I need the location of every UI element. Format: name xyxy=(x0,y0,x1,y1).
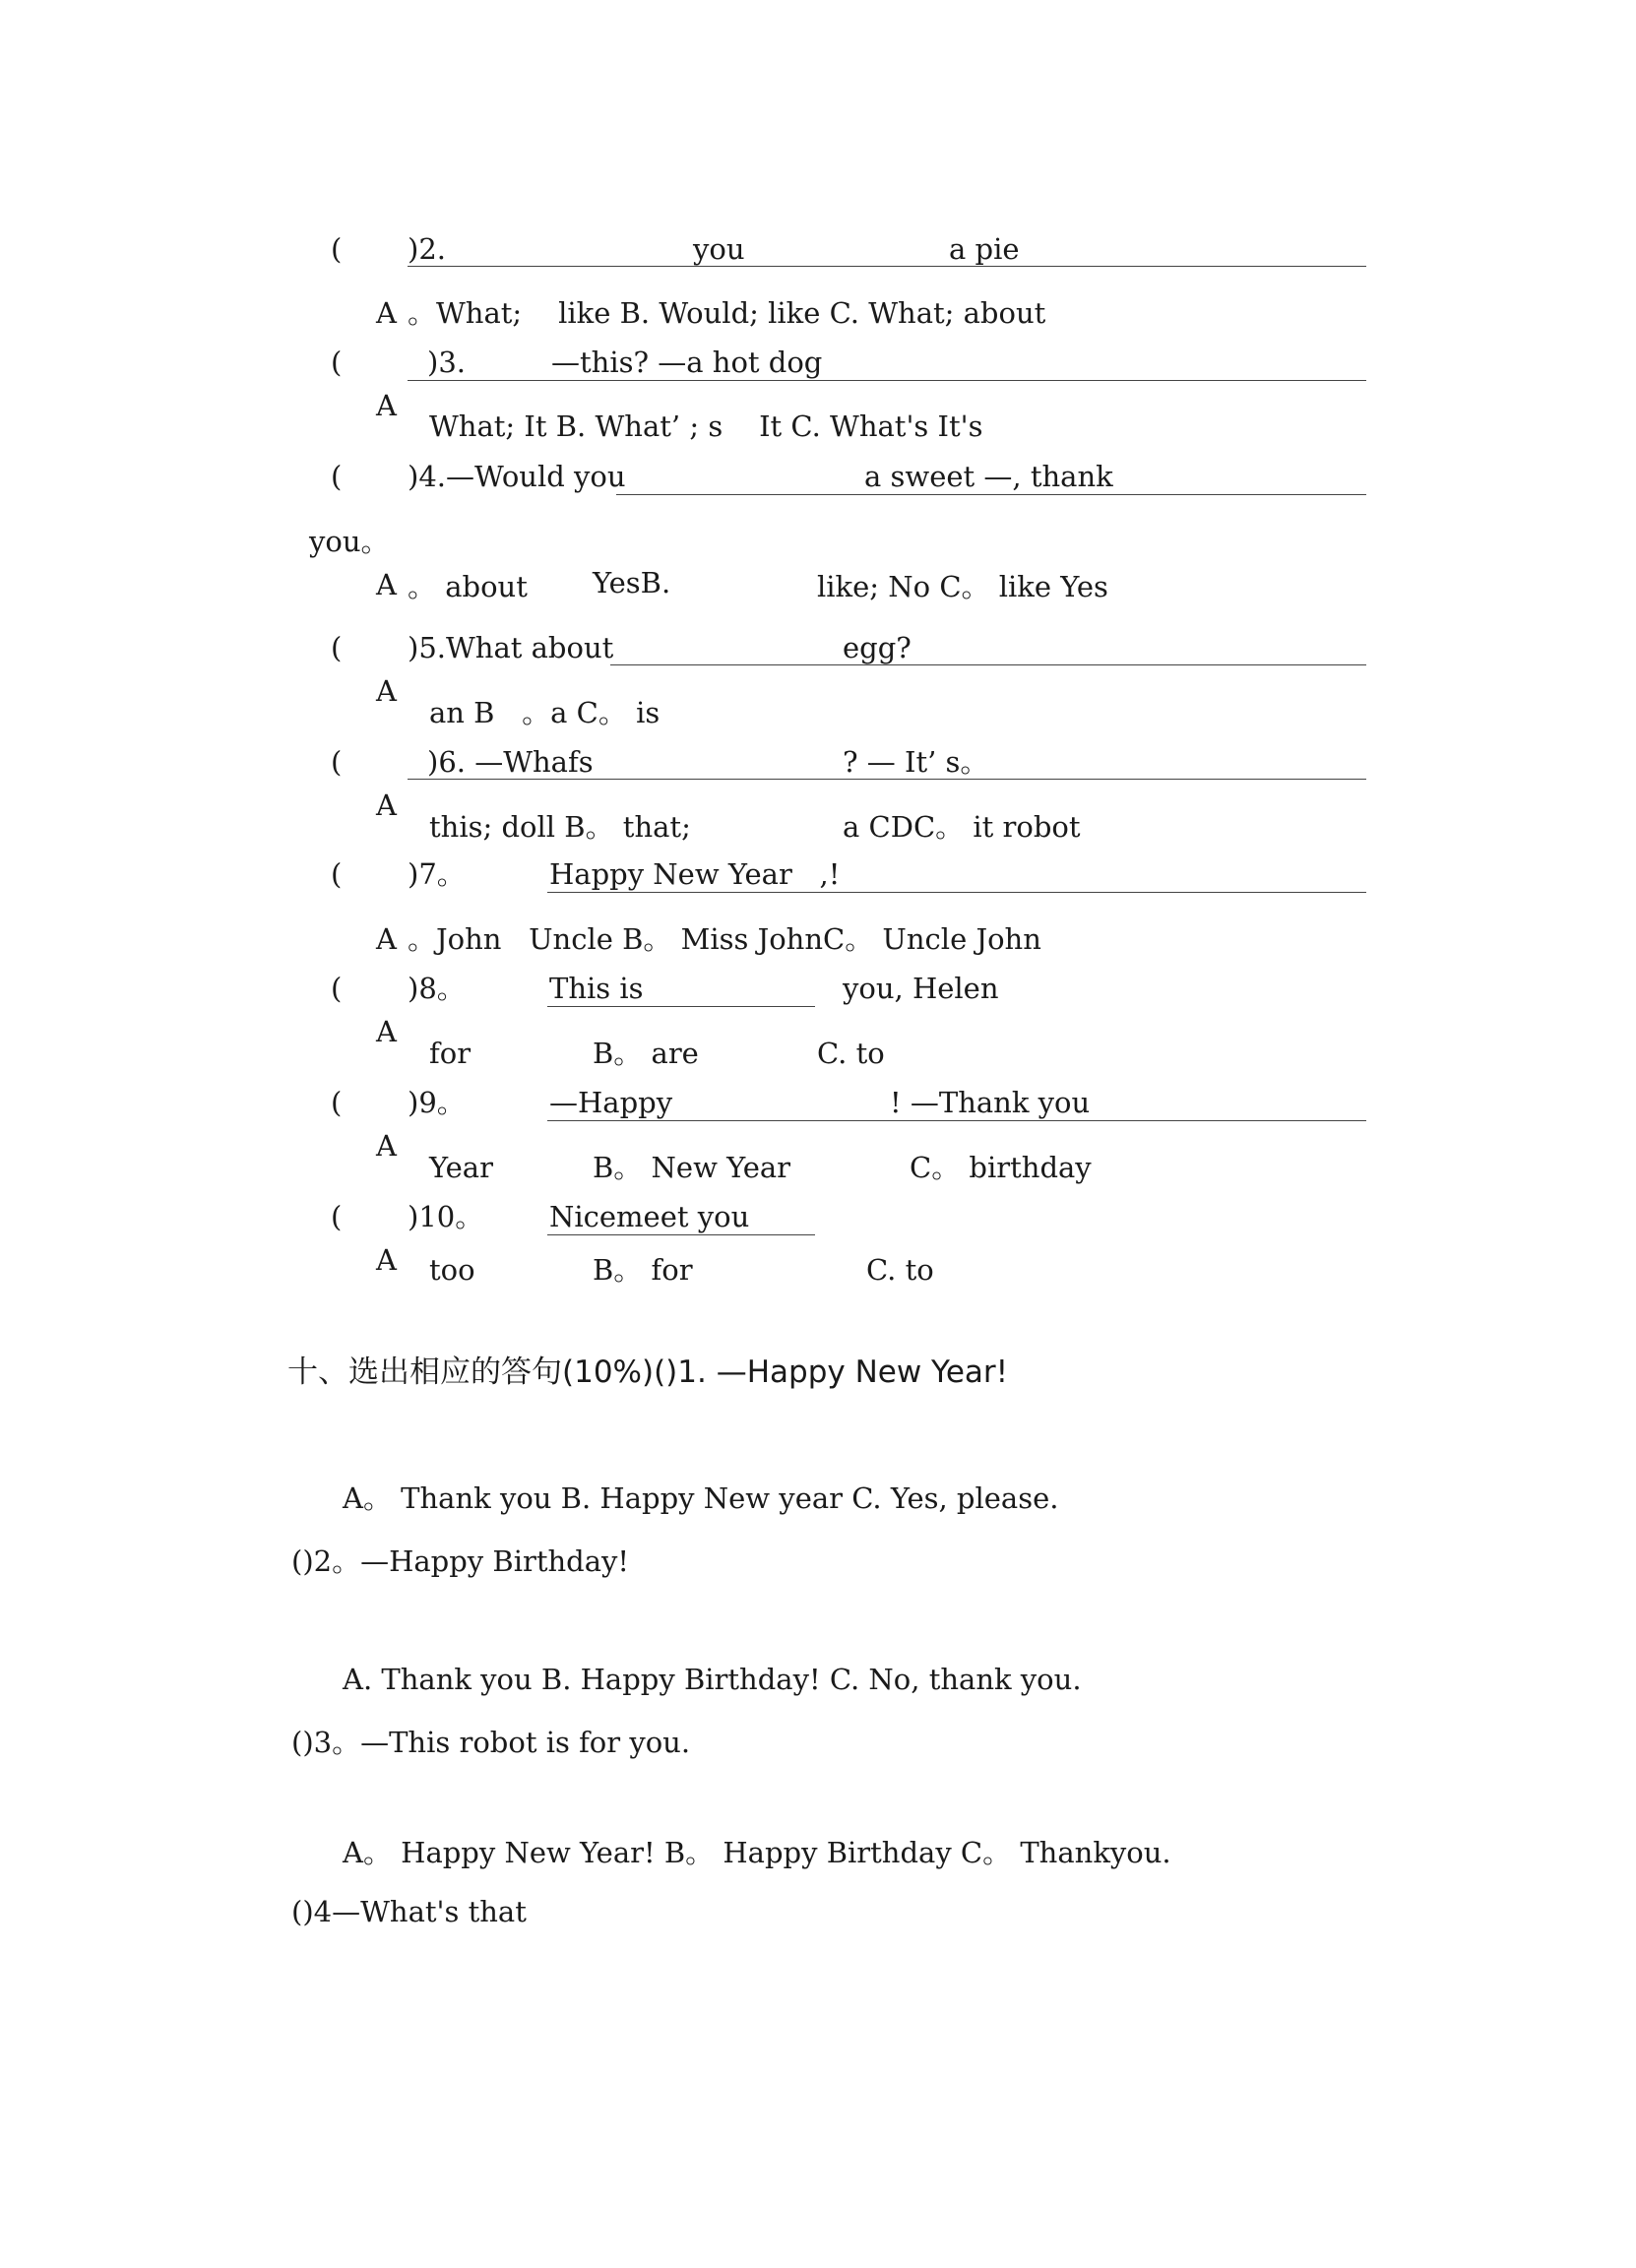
q8-option-1: for xyxy=(429,1037,472,1070)
q8-option-a-label: A xyxy=(376,1015,397,1048)
q5-option-a-label: A xyxy=(376,674,397,708)
q5-options: an B 。a C。 is xyxy=(429,696,661,729)
q10-underline xyxy=(547,1234,815,1235)
q10-number: )10。 xyxy=(408,1200,484,1233)
q4-question-cont: a sweet —, thank xyxy=(864,460,1113,493)
q3-paren: ( xyxy=(331,346,343,379)
q4-option-3: like; No C。 like Yes xyxy=(817,570,1108,603)
q5-question: )5.What about xyxy=(408,631,614,664)
s10-q3-options: A。 Happy New Year! B。 Happy Birthday C。 Thankyou. xyxy=(343,1836,1171,1869)
q6-option-2: a CDC。 it robot xyxy=(843,810,1081,844)
s10-q2: ()2。—Happy Birthday! xyxy=(291,1544,630,1578)
q2-underline xyxy=(408,266,1366,267)
q10-question: Nicemeet you xyxy=(549,1200,750,1233)
q2-option-a-label: A xyxy=(376,296,397,330)
q9-paren: ( xyxy=(331,1086,343,1119)
q3-options: What; It B. What’ ; s It C. What's It's xyxy=(429,410,983,443)
q3-underline xyxy=(408,380,1366,381)
q10-option-2: B。 for xyxy=(593,1253,693,1287)
q9-number: )9。 xyxy=(408,1086,466,1119)
q3-option-a-label: A xyxy=(376,389,397,422)
q3-number: )3. xyxy=(427,346,466,379)
q8-question: This is xyxy=(549,972,644,1005)
q8-question-cont: you, Helen xyxy=(843,972,999,1005)
q4-question: )4.—Would you xyxy=(408,460,626,493)
q4-option-1: 。 about xyxy=(408,570,528,603)
q6-question: )6. —Whafs xyxy=(427,745,594,779)
q8-option-2: B。 are xyxy=(593,1037,699,1070)
q2-paren: ( xyxy=(331,232,343,266)
q5-word-egg: egg? xyxy=(843,631,912,664)
q4-wrap: you。 xyxy=(309,525,390,558)
q8-underline xyxy=(547,1006,815,1007)
q9-underline xyxy=(547,1120,1366,1121)
q7-option-a-label: A xyxy=(376,922,397,956)
q9-option-1: Year xyxy=(429,1151,493,1184)
s10-q2-options: A. Thank you B. Happy Birthday! C. No, thank you. xyxy=(343,1663,1082,1696)
q6-paren: ( xyxy=(331,745,343,779)
q4-paren: ( xyxy=(331,460,343,493)
q8-number: )8。 xyxy=(408,972,466,1005)
q4-underline xyxy=(616,494,1366,495)
q2-options: 。What; like B. Would; like C. What; about xyxy=(408,296,1046,330)
q2-word-you: you xyxy=(693,232,745,266)
q9-option-a-label: A xyxy=(376,1129,397,1163)
q6-option-1: this; doll B。 that; xyxy=(429,810,691,844)
q6-option-a-label: A xyxy=(376,788,397,822)
q5-paren: ( xyxy=(331,631,343,664)
q3-question: —this? —a hot dog xyxy=(551,346,823,379)
q6-question-cont: ? — It’ s。 xyxy=(843,745,989,779)
q9-option-2: B。 New Year xyxy=(593,1151,791,1184)
q9-option-3: C。 birthday xyxy=(910,1151,1092,1184)
q7-underline xyxy=(547,892,1366,893)
q9-question-cont: ! —Thank you xyxy=(890,1086,1091,1119)
q7-options: 。John Uncle B。 Miss JohnC。 Uncle John xyxy=(408,922,1041,956)
q5-underline xyxy=(610,664,1366,665)
q4-option-2: YesB. xyxy=(593,566,671,599)
q7-paren: ( xyxy=(331,857,343,891)
q10-paren: ( xyxy=(331,1200,343,1233)
q10-option-3: C. to xyxy=(866,1253,934,1287)
q8-option-3: C. to xyxy=(817,1037,885,1070)
section-10-heading: 十、选出相应的答句(10%)()1. —Happy New Year! xyxy=(287,1354,1009,1390)
q2-word-pie: a pie xyxy=(949,232,1020,266)
s10-q3: ()3。—This robot is for you. xyxy=(291,1726,691,1759)
q7-number: )7。 xyxy=(408,857,466,891)
q4-option-a-label: A xyxy=(376,568,397,601)
q10-option-1: too xyxy=(429,1253,475,1287)
q10-option-a-label: A xyxy=(376,1243,397,1277)
s10-q4: ()4—What's that xyxy=(291,1895,527,1928)
q9-question: —Happy xyxy=(549,1086,673,1119)
q6-underline xyxy=(408,779,1366,780)
s10-q1-options: A。 Thank you B. Happy New year C. Yes, please. xyxy=(343,1481,1059,1515)
q7-question: Happy New Year ,! xyxy=(549,857,841,891)
q8-paren: ( xyxy=(331,972,343,1005)
q2-number: )2. xyxy=(408,232,446,266)
